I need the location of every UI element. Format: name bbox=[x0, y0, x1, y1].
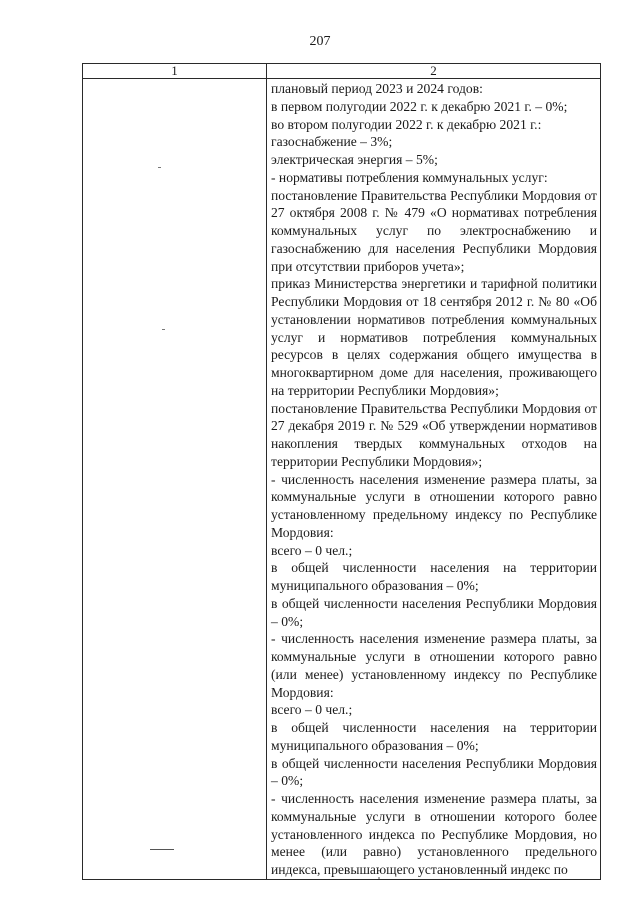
table-header-row bbox=[83, 64, 601, 79]
column-header-1: 1 bbox=[83, 64, 267, 79]
scan-speck bbox=[162, 329, 165, 330]
content-cell bbox=[267, 79, 601, 880]
paragraph: в первом полугодии 2022 г. к декабрю 2021 г. – 0%; bbox=[271, 98, 568, 114]
paragraph: в общей численности населения Республики Мордовия – 0%; bbox=[271, 755, 597, 789]
paragraph: во втором полугодии 2022 г. к декабрю 2021 г.: bbox=[271, 116, 542, 132]
table-row bbox=[83, 79, 601, 880]
page-number: 207 bbox=[309, 34, 331, 49]
paragraph: постановление Правительства Республики Мордовия от 27 октября 2008 г. № 479 «О нормативах потребления коммунальных услуг по электроснабжению и газоснабжению для населения Республики Мордовия при отсутствии приборов учета»; bbox=[271, 187, 597, 274]
paragraph: газоснабжение – 3%; bbox=[271, 134, 393, 150]
paragraph: плановый период 2023 и 2024 годов: bbox=[271, 81, 483, 96]
paragraph: - нормативы потребления коммунальных услуг: bbox=[271, 169, 548, 185]
column-header-2: 2 bbox=[267, 64, 601, 79]
paragraph: - численность населения изменение размера платы, за коммунальные услуги в отношении которого более установленного индекса по Республике Мордовия, но менее (или равно) установленного предельного индекса, превышающего установленный индекс по bbox=[271, 791, 597, 877]
paragraph: всего – 0 чел.; bbox=[271, 542, 353, 558]
paragraph: в общей численности населения на территории муниципального образования – 0%; bbox=[271, 720, 597, 753]
document-table bbox=[82, 63, 601, 880]
paragraph: постановление Правительства Республики Мордовия от 27 декабря 2019 г. № 529 «Об утверждении нормативов накопления твердых коммунальных отходов на территории Республики Мордовия»; bbox=[271, 400, 597, 469]
content-text bbox=[267, 79, 600, 879]
paragraph: - численность населения изменение размера платы, за коммунальные услуги в отношении которого равно (или менее) установленному индексу по Республике Мордовия: bbox=[271, 631, 597, 700]
paragraph: всего – 0 чел.; bbox=[271, 702, 353, 718]
paragraph: электрическая энергия – 5%; bbox=[271, 152, 438, 167]
scan-mark bbox=[150, 849, 174, 850]
scan-dot bbox=[378, 877, 380, 879]
scan-speck bbox=[158, 167, 161, 168]
empty-left-cell bbox=[83, 79, 267, 880]
paragraph: в общей численности населения на территории муниципального образования – 0%; bbox=[271, 560, 597, 593]
paragraph: - численность населения изменение размера платы, за коммунальные услуги в отношении которого равно установленному предельному индексу по Республике Мордовия: bbox=[271, 471, 597, 540]
paragraph: в общей численности населения Республики Мордовия – 0%; bbox=[271, 595, 597, 629]
paragraph: приказ Министерства энергетики и тарифной политики Республики Мордовия от 18 сентября 2012 г. № 80 «Об установлении нормативов потребления коммунальных услуг и нормативов потребления коммунальных ресурсов в целях содержания общего имущества в многоквартирном доме для населения, проживающего на территории Республики Мордовия»; bbox=[271, 276, 597, 398]
